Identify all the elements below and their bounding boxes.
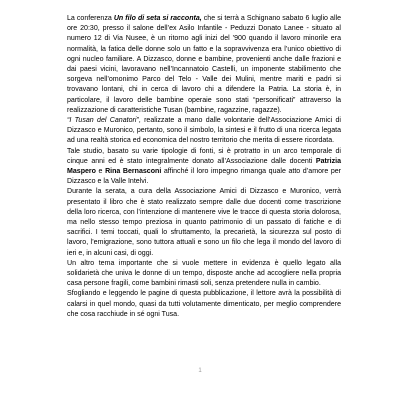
paragraph-text: affinché il loro impegno rimanga quale atto d’amore per Dizzasco e la Valle Intelvi. [67, 168, 343, 186]
document-paragraph [67, 289, 341, 320]
paragraph-text: che si terrà a Schignano sabato 6 luglio alle ore 20:30, presso il salone dell’ex Asilo Infantile - Peduzzi Donato Lanee - situato al numero 12 di Via Nusee, è un ritorno agli inizi del ’900 quando il lavoro minorile era normalità, la fatica delle donne solo un fatto e la sopravvivenza era l’unico obiettivo di ogni nucleo familiare. A Dizzasco, donne e bambine, provenienti anche dalle frazioni e dai paesi vicini, lavoravano nell’Incannatoio Castelli, un imponente stabilimento che sorgeva nell’omonimo Parco del Telo - Valle dei Mulini, mentre mariti e padri si trovavano lontani, chi in cerca di lavoro chi a difendere la Patria. La storia è, in particolare, il lavoro delle bambine operaie sono stati “personificati” attraverso la realizzazione di caratteristiche Tusan (bambine, ragazzine, ragazze). [67, 15, 343, 114]
paragraph-text: Tale studio, basato su varie tipologie di fonti, si è protratto in un arco temporale di cinque anni ed è stato integralmente donato all’Associazione dalle docenti [67, 147, 343, 165]
document-body [67, 14, 341, 320]
document-paragraph [67, 116, 341, 147]
paragraph-text: Durante la serata, a cura della Associazione Amici di Dizzasco e Muronico, verrà presentato il libro che è stato realizzato sempre dalle due docenti come trascrizione della loro ricerca, con l’intenzione di mantenere vive le tracce di questa storia dolorosa, ma nello stesso tempo preziosa in quanto patrimonio di un passato di fatiche e di sacrifici. I temi toccati, quali lo sfruttamento, la precarietà, la sicurezza sul posto di lavoro, l’emigrazione, sono tuttora attuali e sono un filo che lega il mondo del lavoro di ieri e, in alcuni casi, di oggi. [67, 188, 343, 257]
emphasized-title: “I Tusan del Canatori” [67, 117, 139, 125]
document-paragraph [67, 259, 341, 290]
emphasized-title: Un filo di seta si racconta, [113, 15, 202, 22]
paragraph-text: , realizzate a mano dalle volontarie dell’Associazione Amici di Dizzasco e Muronico, pertanto, sono il simbolo, la sintesi e il frutto di una ricerca legata ad una realtà storica ed economica del nostro territorio che merita di essere ricordata. [67, 117, 343, 145]
page-number: 1 [198, 368, 202, 374]
document-paragraph [67, 187, 341, 258]
paragraph-text: Un altro tema importante che si vuole mettere in evidenza è quello legato alla solidarietà che univa le donne di un tempo, disposte anche ad accogliere nella propria casa persone fragili, come bambini rimasti soli, senza pretendere nulla in cambio. [67, 259, 343, 288]
document-paragraph [67, 14, 341, 116]
bold-name: Patrizia Maspero [67, 157, 341, 176]
bold-name: Rina Bernasconi [105, 168, 162, 176]
paragraph-text: Sfogliando e leggendo le pagine di questa pubblicazione, il lettore avrà la possibilità di calarsi in quel mondo, quasi da tutti volutamente dimenticato, per meglio comprendere che cosa racchiude in sé ogni Tusa. [67, 290, 343, 318]
paragraph-text: La conferenza [67, 15, 114, 22]
document-paragraph [67, 147, 341, 188]
paragraph-text: e [95, 168, 106, 176]
